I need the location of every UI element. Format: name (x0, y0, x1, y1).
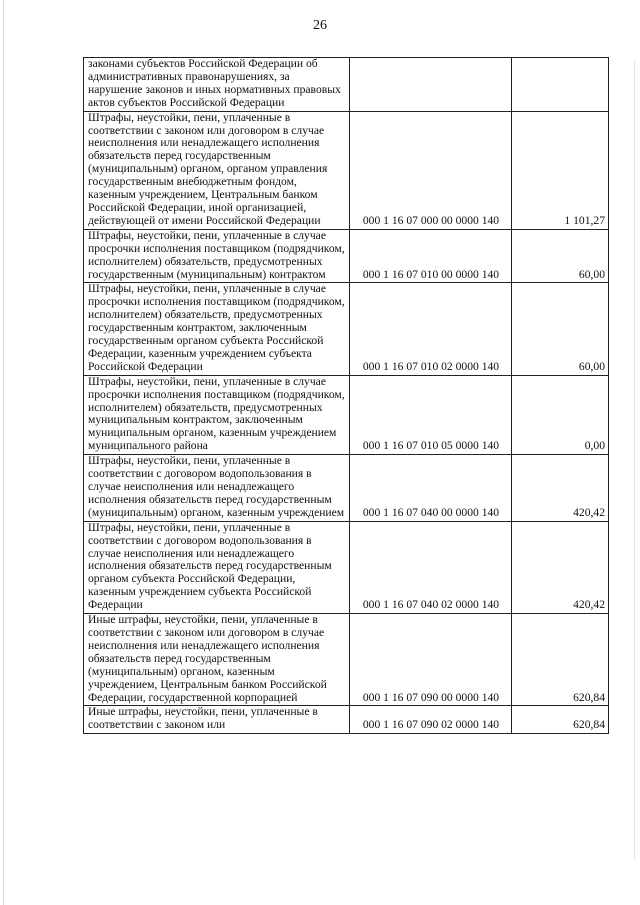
row-amount-cell (512, 58, 609, 112)
row-name-cell: законами субъектов Российской Федерации об административных правонарушениях, за нарушение законов и иных нормативных правовых актов субъектов Российской Федерации (84, 58, 350, 112)
row-code-cell: 000 1 16 07 090 00 0000 140 (350, 614, 512, 706)
row-code-cell (350, 58, 512, 112)
row-name-cell: Иные штрафы, неустойки, пени, уплаченные в соответствии с законом или (84, 706, 350, 734)
row-name-cell: Штрафы, неустойки, пени, уплаченные в случае просрочки исполнения поставщиком (подрядчиком, исполнителем) обязательств, предусмотренных государственным контрактом, заключенным государственным органом субъекта Российской Федерации, казенным учреждением субъекта Российской Федерации (84, 283, 350, 375)
row-amount-cell: 420,42 (512, 455, 609, 522)
row-code-cell: 000 1 16 07 010 00 0000 140 (350, 229, 512, 283)
table-row (84, 375, 609, 454)
row-name-cell: Штрафы, неустойки, пени, уплаченные в случае просрочки исполнения поставщиком (подрядчиком, исполнителем) обязательств, предусмотренных государственным (муниципальным) контрактом (84, 229, 350, 283)
table-row (84, 521, 609, 613)
scan-edge-left (3, 0, 4, 905)
row-name-cell: Иные штрафы, неустойки, пени, уплаченные в соответствии с законом или договором в случае неисполнения или ненадлежащего исполнения обязательств перед государственным (муниципальным) органом, казенным учреждением, Центральным банком Российской Федерации, государственной корпорацией (84, 614, 350, 706)
row-code-cell: 000 1 16 07 000 00 0000 140 (350, 111, 512, 229)
table-row (84, 283, 609, 375)
row-amount-cell: 0,00 (512, 375, 609, 454)
row-amount-cell: 1 101,27 (512, 111, 609, 229)
table-row (84, 614, 609, 706)
table-row (84, 58, 609, 112)
row-name-cell: Штрафы, неустойки, пени, уплаченные в соответствии с договором водопользования в случае неисполнения или ненадлежащего исполнения обязательств перед государственным органом субъекта Российской Федерации, казенным учреждением субъекта Российской Федерации (84, 521, 350, 613)
table-row (84, 455, 609, 522)
scan-edge-right (634, 60, 635, 860)
row-amount-cell: 60,00 (512, 283, 609, 375)
row-amount-cell: 60,00 (512, 229, 609, 283)
row-amount-cell: 420,42 (512, 521, 609, 613)
row-name-cell: Штрафы, неустойки, пени, уплаченные в соответствии с договором водопользования в случае неисполнения или ненадлежащего исполнения обязательств перед государственным (муниципальным) органом, казенным учреждением (84, 455, 350, 522)
row-code-cell: 000 1 16 07 090 02 0000 140 (350, 706, 512, 734)
row-name-cell: Штрафы, неустойки, пени, уплаченные в случае просрочки исполнения поставщиком (подрядчиком, исполнителем) обязательств, предусмотренных муниципальным контрактом, заключенным муниципальным органом, казенным учреждением муниципального района (84, 375, 350, 454)
page-number: 26 (313, 18, 327, 33)
row-code-cell: 000 1 16 07 010 02 0000 140 (350, 283, 512, 375)
table-row (84, 229, 609, 283)
row-amount-cell: 620,84 (512, 614, 609, 706)
row-amount-cell: 620,84 (512, 706, 609, 734)
table-row (84, 706, 609, 734)
table-row (84, 111, 609, 229)
row-code-cell: 000 1 16 07 040 00 0000 140 (350, 455, 512, 522)
row-code-cell: 000 1 16 07 040 02 0000 140 (350, 521, 512, 613)
row-name-cell: Штрафы, неустойки, пени, уплаченные в соответствии с законом или договором в случае неисполнения или ненадлежащего исполнения обязательств перед государственным (муниципальным) органом, органом управления государственным внебюджетным фондом, казенным учреждением, Центральным банком Российской Федерации, иной организацией, действующей от имени Российской Федерации (84, 111, 350, 229)
budget-revenue-table (83, 57, 609, 734)
row-code-cell: 000 1 16 07 010 05 0000 140 (350, 375, 512, 454)
